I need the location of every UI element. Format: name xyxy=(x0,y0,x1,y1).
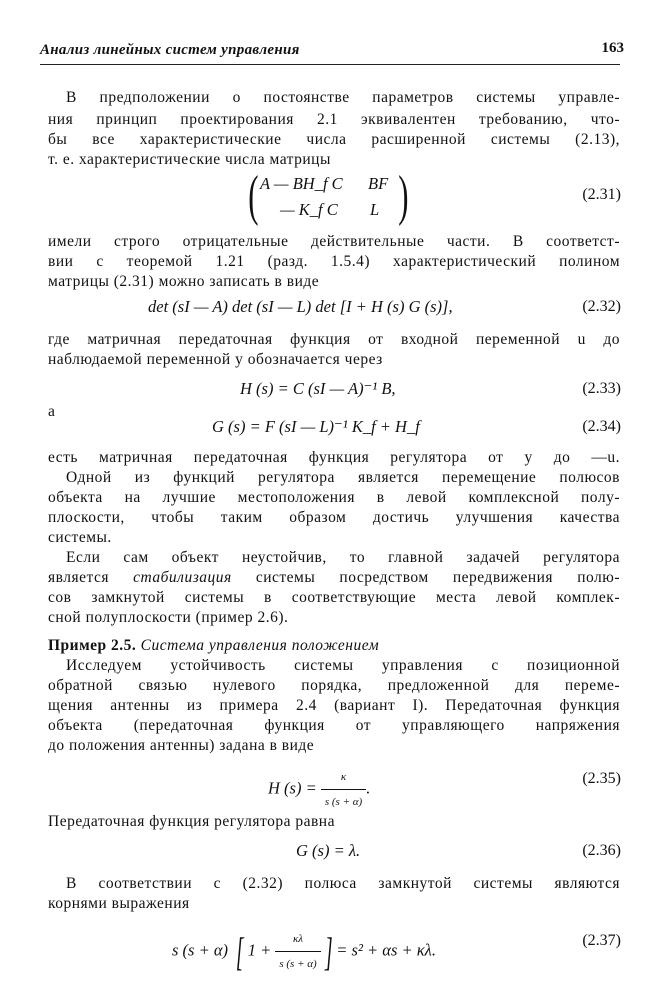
eq-2-35-fraction xyxy=(321,766,366,813)
right-paren: ) xyxy=(398,165,409,227)
emphasis-stabilization: стабилизация xyxy=(133,569,232,586)
equation-2-33: H (s) = C (sI — A)⁻¹ B, xyxy=(240,379,396,398)
para5-line2: объекта на лучшие местоположения в левой комплексной полу- xyxy=(48,489,620,506)
para9-line2: корнями выражения xyxy=(48,895,190,912)
equation-number-2-32: (2.32) xyxy=(582,298,621,315)
equation-2-37 xyxy=(172,928,436,975)
equation-number-2-33: (2.33) xyxy=(582,380,621,397)
para6-line4: сной полуплоскости (пример 2.6). xyxy=(48,609,289,626)
matrix-cell-12: BF xyxy=(368,174,389,193)
equation-number-2-31: (2.31) xyxy=(582,186,621,203)
para7-line2: обратной связью нулевого порядка, предложенной для переме- xyxy=(48,677,620,694)
para4-line1: есть матричная передаточная функция регулятора от y до —u. xyxy=(48,449,620,466)
para9-line1: В соответствии с (2.32) полюса замкнутой системы являются xyxy=(66,875,620,892)
example-title: Система управления положением xyxy=(140,637,380,654)
matrix-cell-22: L xyxy=(370,200,380,219)
equation-2-36: G (s) = λ. xyxy=(296,841,361,860)
page-number: 163 xyxy=(601,40,624,56)
para6-line2-suffix: системы посредством передвижения полю- xyxy=(231,569,621,586)
eq-2-37-denominator: s (s + α) xyxy=(275,951,320,975)
eq-2-35-numerator: κ xyxy=(340,771,347,783)
matrix-cell-21: — K_f C xyxy=(280,200,338,219)
matrix-2-31 xyxy=(244,165,412,227)
para7-line5: до положения антенны) задана в виде xyxy=(48,737,315,754)
equation-2-34: G (s) = F (sI — L)⁻¹ K_f + H_f xyxy=(212,417,420,436)
para1-line1: В предположении о постоянстве параметров системы управле- xyxy=(66,89,620,106)
example-heading xyxy=(48,636,620,656)
para2-line1: имели строго отрицательные действительные части. В соответст- xyxy=(48,233,620,250)
running-title: Анализ линейных систем управления xyxy=(40,42,300,58)
right-bracket: ] xyxy=(324,928,333,974)
page-header xyxy=(40,38,624,65)
matrix-cell-11: A — BH_f C xyxy=(260,174,343,193)
eq-2-37-fraction xyxy=(275,928,320,975)
para3-line1: где матричная передаточная функция от входной переменной u до xyxy=(48,331,620,348)
para7-line1: Исследуем устойчивость системы управления с позиционной xyxy=(66,657,620,674)
para6-line2-prefix: является xyxy=(48,569,134,586)
eq-2-37-rhs: = s² + αs + κλ. xyxy=(336,940,436,960)
para8-line1: Передаточная функция регулятора равна xyxy=(48,813,335,830)
example-label: Пример 2.5. xyxy=(48,637,137,654)
para2-line3: матрицы (2.31) можно записать в виде xyxy=(48,273,320,290)
equation-2-35 xyxy=(268,766,370,813)
para6-line2 xyxy=(48,568,620,588)
para6-line3: сов замкнутой системы в соответствующие места левой комплек- xyxy=(48,589,620,606)
para3-line2: наблюдаемой переменной y обозначается через xyxy=(48,351,383,368)
equation-number-2-36: (2.36) xyxy=(582,842,621,859)
eq-2-35-tail: . xyxy=(366,778,371,798)
para5-line4: системы. xyxy=(48,529,112,546)
eq-2-37-lhs: s (s + α) xyxy=(172,940,229,960)
eq-2-37-one-plus: 1 + xyxy=(247,940,272,960)
left-paren: ( xyxy=(248,165,259,227)
equation-2-32: det (sI — A) det (sI — L) det [I + H (s) G (s)], xyxy=(148,297,453,316)
para5-line3: плоскости, чтобы таким образом достичь улучшения качества xyxy=(48,509,620,526)
para7-line4: объекта (передаточная функция от управляющего напряжения xyxy=(48,717,620,734)
para5-line1: Одной из функций регулятора является перемещение полюсов xyxy=(66,469,620,486)
para1-line3: бы все характеристические числа расширенной системы (2.13), xyxy=(48,131,620,148)
equation-number-2-34: (2.34) xyxy=(582,418,621,435)
equation-number-2-35: (2.35) xyxy=(582,770,621,787)
para7-line3: щения антенны из примера 2.4 (вариант I). Передаточная функция xyxy=(48,697,620,714)
equation-number-2-37: (2.37) xyxy=(582,932,621,949)
para1-line4: т. е. характеристические числа матрицы xyxy=(48,151,331,168)
conjunction-a: а xyxy=(48,403,56,420)
para6-line1: Если сам объект неустойчив, то главной задачей регулятора xyxy=(66,549,620,566)
left-bracket: [ xyxy=(236,928,244,974)
eq-2-37-numerator: κλ xyxy=(293,933,304,945)
eq-2-35-lhs: H (s) = xyxy=(268,778,317,798)
para2-line2: вии с теоремой 1.21 (разд. 1.5.4) характеристический полином xyxy=(48,253,620,270)
eq-2-35-denominator: s (s + α) xyxy=(321,789,366,813)
para1-line2: ния принцип проектирования 2.1 эквивалентен требованию, что- xyxy=(48,111,620,128)
